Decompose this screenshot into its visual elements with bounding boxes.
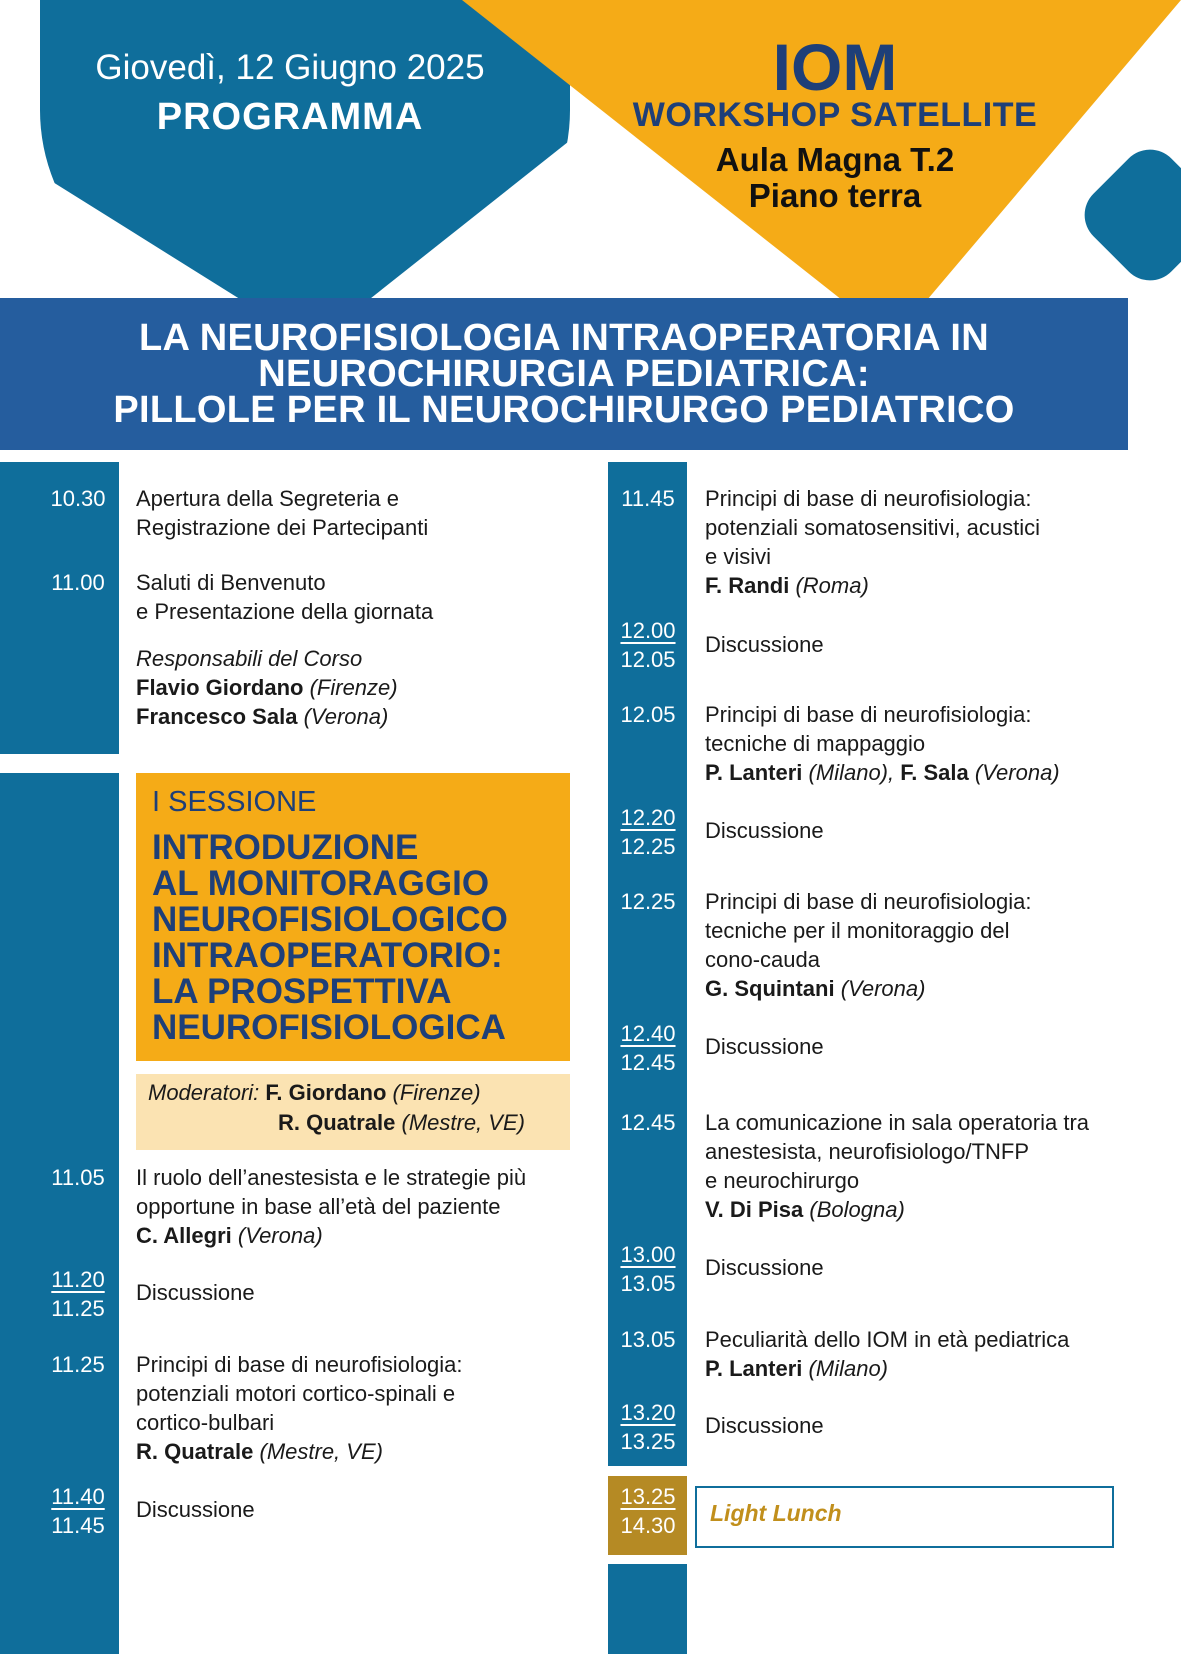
banner-title xyxy=(113,317,1015,431)
moderator-2: R. Quatrale (Mestre, VE) xyxy=(278,1110,525,1135)
header-blue-shape xyxy=(40,0,570,300)
p5-line-1: Peculiarità dello IOM in età pediatrica xyxy=(705,1327,1070,1352)
r-discussione-5: Discussione xyxy=(705,1413,824,1438)
p3-line-1: Principi di base di neurofisiologia: xyxy=(705,889,1032,914)
time-1300-1305: 13.00 13.05 xyxy=(620,1242,676,1296)
p3-speaker: G. Squintani (Verona) xyxy=(705,976,926,1001)
time-1200-1205: 12.00 12.05 xyxy=(620,618,676,672)
peculiarita-item xyxy=(705,1325,1069,1383)
programma-heading: PROGRAMMA xyxy=(156,96,424,138)
right-time-bar-bottom xyxy=(608,1564,687,1654)
session-title-line: NEUROFISIOLOGICO xyxy=(152,900,508,939)
ruolo-speaker: C. Allegri (Verona) xyxy=(136,1223,323,1248)
apertura-line-2: Registrazione dei Partecipanti xyxy=(136,515,429,540)
p4-line-3: e neurochirurgo xyxy=(705,1168,860,1193)
saluti-line-2: e Presentazione della giornata xyxy=(136,599,434,624)
session-title xyxy=(152,830,572,1046)
time-1240-1245: 12.40 12.45 xyxy=(620,1021,676,1075)
ruolo-line-2: opportune in base all’età del paziente xyxy=(136,1194,501,1219)
p1-line-2: potenziali somatosensitivi, acustici xyxy=(705,515,1041,540)
time-1100: 11.00 xyxy=(51,570,105,595)
time-1325-1430: 13.25 14.30 xyxy=(620,1484,676,1538)
discussione-1: Discussione xyxy=(136,1280,255,1305)
r-discussione-2: Discussione xyxy=(705,818,824,843)
saluti-line-1: Saluti di Benvenuto xyxy=(136,570,326,595)
workshop-title: WORKSHOP SATELLITE xyxy=(632,96,1038,134)
ruolo-item xyxy=(136,1163,526,1250)
responsabili-label: Responsabili del Corso xyxy=(136,646,363,671)
p4-speaker: V. Di Pisa (Bologna) xyxy=(705,1197,905,1222)
iom-title: IOM xyxy=(772,30,898,104)
apertura-item xyxy=(136,484,428,542)
p2-line-1: Principi di base di neurofisiologia: xyxy=(705,702,1032,727)
session-title-line: LA PROSPETTIVA xyxy=(152,972,452,1011)
session-title-line: INTRODUZIONE xyxy=(152,828,419,867)
time-1140-1145: 11.40 11.45 xyxy=(51,1484,105,1538)
banner-line-1: LA NEUROFISIOLOGIA INTRAOPERATORIA IN xyxy=(139,317,989,359)
title-banner xyxy=(0,298,1128,450)
time-r-1145: 11.45 xyxy=(621,486,675,511)
p5-speaker: P. Lanteri (Milano) xyxy=(705,1356,889,1381)
time-1320-1325: 13.20 13.25 xyxy=(620,1400,676,1454)
principi-motori-item xyxy=(136,1350,463,1466)
banner-line-2: NEUROCHIRURGIA PEDIATRICA: xyxy=(258,353,870,395)
responsabile-2: Francesco Sala (Verona) xyxy=(136,704,389,729)
time-1125: 11.25 xyxy=(51,1352,105,1377)
p1-line-3: e visivi xyxy=(705,544,772,569)
session-title-line: INTRAOPERATORIO: xyxy=(152,936,503,975)
p3-line-2: tecniche per il monitoraggio del xyxy=(705,918,1010,943)
p1-line-1: Principi di base di neurofisiologia: xyxy=(705,486,1032,511)
p3-line-3: cono-cauda xyxy=(705,947,820,972)
ruolo-line-1: Il ruolo dell’anestesista e le strategie più xyxy=(136,1165,527,1190)
light-lunch-label: Light Lunch xyxy=(710,1500,842,1526)
r-discussione-1: Discussione xyxy=(705,632,824,657)
principi-motori-line-3: cortico-bulbari xyxy=(136,1410,275,1435)
comunicazione-item xyxy=(705,1108,1089,1224)
corner-diamond-decoration xyxy=(1072,137,1181,293)
r-discussione-3: Discussione xyxy=(705,1034,824,1059)
venue-floor: Piano terra xyxy=(748,177,922,214)
p1-speaker: F. Randi (Roma) xyxy=(705,573,869,598)
time-r-1305: 13.05 xyxy=(620,1327,676,1352)
event-date: Giovedì, 12 Giugno 2025 xyxy=(95,48,485,87)
time-1120-1125: 11.20 11.25 xyxy=(51,1267,105,1321)
p2-line-2: tecniche di mappaggio xyxy=(705,731,926,756)
p4-line-2: anestesista, neurofisiologo/TNFP xyxy=(705,1139,1030,1164)
saluti-item xyxy=(136,568,433,731)
session-label: I SESSIONE xyxy=(152,786,317,818)
right-time-bar xyxy=(608,462,687,1466)
p2-speakers: P. Lanteri (Milano), F. Sala (Verona) xyxy=(705,760,1060,785)
principi-cono-cauda-item xyxy=(705,887,1032,1003)
time-r-1245: 12.45 xyxy=(620,1110,676,1135)
responsabile-1: Flavio Giordano (Firenze) xyxy=(136,675,398,700)
time-1030: 10.30 xyxy=(50,486,106,511)
apertura-line-1: Apertura della Segreteria e xyxy=(136,486,399,511)
time-r-1225: 12.25 xyxy=(620,889,676,914)
principi-motori-speaker: R. Quatrale (Mestre, VE) xyxy=(136,1439,383,1464)
session-title-line: AL MONITORAGGIO xyxy=(152,864,490,903)
principi-motori-line-1: Principi di base di neurofisiologia: xyxy=(136,1352,463,1377)
p4-line-1: La comunicazione in sala operatoria tra xyxy=(705,1110,1090,1135)
banner-line-3: PILLOLE PER IL NEUROCHIRURGO PEDIATRICO xyxy=(113,389,1015,431)
principi-motori-line-2: potenziali motori cortico-spinali e xyxy=(136,1381,456,1406)
principi-somatosensitivi-item xyxy=(705,484,1040,600)
time-r-1205: 12.05 xyxy=(620,702,676,727)
principi-mappaggio-item xyxy=(705,700,1060,787)
moderator-1: Moderatori: F. Giordano (Firenze) xyxy=(148,1080,481,1105)
discussione-2: Discussione xyxy=(136,1497,255,1522)
session-title-line: NEUROFISIOLOGICA xyxy=(152,1008,506,1047)
venue xyxy=(600,142,1070,214)
time-1220-1225: 12.20 12.25 xyxy=(620,805,676,859)
time-1105: 11.05 xyxy=(51,1165,105,1190)
venue-room: Aula Magna T.2 xyxy=(715,141,955,178)
r-discussione-4: Discussione xyxy=(705,1255,824,1280)
